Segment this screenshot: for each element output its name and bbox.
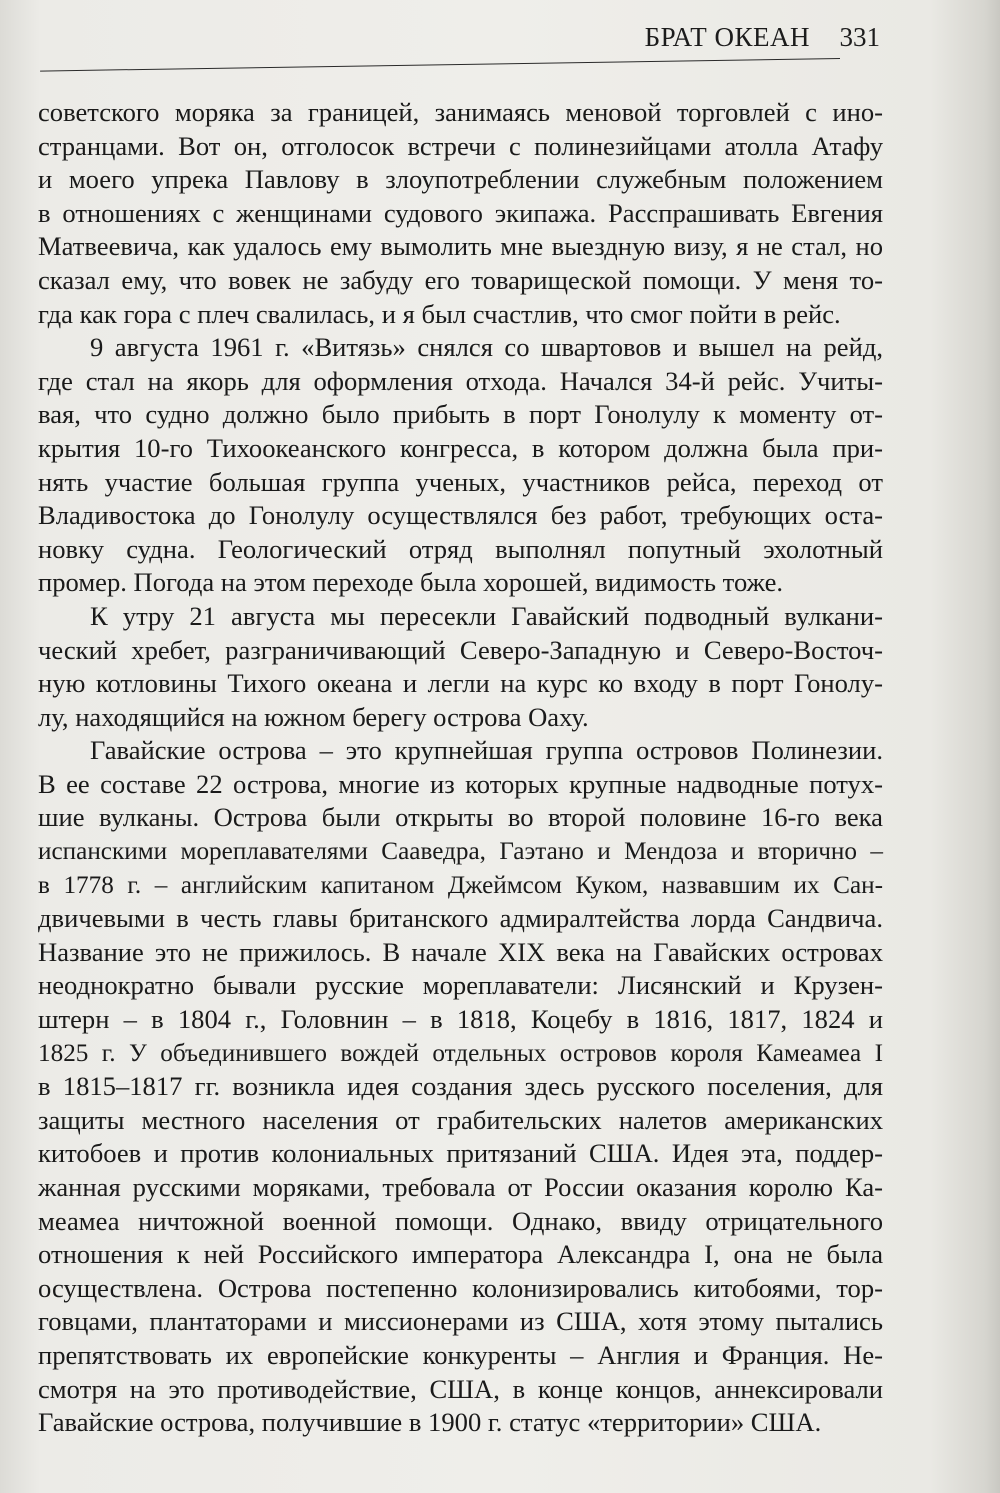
text-line: защиты местного населения от грабительских налетов американских bbox=[38, 1104, 883, 1135]
text-line: советского моряка за границей, занимаясь меновой торговлей с ино- bbox=[38, 97, 883, 127]
text-line: где стал на якорь для оформления отхода. Начался 34-й рейс. Учиты- bbox=[38, 365, 883, 396]
text-line: шие вулканы. Острова были открыты во второй половине 16-го века bbox=[38, 802, 883, 833]
text-line: промер. Погода на этом переходе была хорошей, видимость тоже. bbox=[38, 567, 784, 598]
text-line: двичевыми в честь главы британского адмиралтейства лорда Сандвича. bbox=[38, 903, 883, 934]
text-line: ческий хребет, разграничивающий Северо-Западную и Северо-Восточ- bbox=[38, 634, 883, 665]
text-line: жанная русскими моряками, требовала от России оказания королю Ка- bbox=[38, 1172, 883, 1202]
text-line: В ее составе 22 острова, многие из которых крупные надводные потух- bbox=[38, 768, 883, 799]
text-line: новку судна. Геологический отряд выполнял попутный эхолотный bbox=[38, 533, 883, 564]
text-line: странцами. Вот он, отголосок встречи с полинезийцами атолла Атафу bbox=[38, 130, 883, 161]
text-line: штерн – в 1804 г., Головнин – в 1818, Коцебу в 1816, 1817, 1824 и bbox=[38, 1004, 883, 1035]
text-line: нять участие большая группа ученых, участников рейса, переход от bbox=[38, 466, 883, 497]
text-line: сказал ему, что вовек не забуду его товарищеской помощи. У меня то- bbox=[38, 264, 883, 295]
page-number: 331 bbox=[839, 22, 880, 52]
text-line: лу, находящийся на южном берегу острова Оаху. bbox=[38, 701, 589, 732]
text-line: 9 августа 1961 г. «Витязь» снялся со швартовов и вышел на рейд, bbox=[90, 332, 883, 363]
text-line: 1825 г. У объединившего вождей отдельных островов короля Камеамеа I bbox=[38, 1039, 883, 1067]
text-line: меамеа ничтожной военной помощи. Однако, ввиду отрицательного bbox=[38, 1205, 883, 1236]
running-header-title: БРАТ ОКЕАН bbox=[644, 22, 810, 52]
text-line: препятствовать их европейские конкуренты – Англия и Франция. Не- bbox=[38, 1339, 883, 1370]
text-line: Название это не прижилось. В начале XIX века на Гавайских островах bbox=[38, 936, 883, 967]
text-line: говцами, плантаторами и миссионерами из США, хотя этому пытались bbox=[38, 1306, 883, 1337]
text-line: неоднократно бывали русские мореплаватели: Лисянский и Крузен- bbox=[38, 970, 883, 1001]
text-line: осуществлена. Острова постепенно колонизировались китобоями, тор- bbox=[38, 1272, 883, 1303]
text-line: Гавайские острова – это крупнейшая группа островов Полинезии. bbox=[90, 735, 883, 766]
text-line: отношения к ней Российского императора Александра I, она не была bbox=[38, 1239, 883, 1270]
text-line: испанскими мореплавателями Сааведра, Гаэтано и Мендоза и вторично – bbox=[38, 838, 883, 866]
text-line: Гавайские острова, получившие в 1900 г. статус «территории» США. bbox=[38, 1407, 822, 1438]
text-line: К утру 21 августа мы пересекли Гавайский подводный вулкани- bbox=[90, 600, 883, 631]
page-body-text bbox=[38, 96, 883, 1440]
text-line: и моего упрека Павлову в злоупотреблении служебным положением bbox=[38, 164, 883, 195]
header-rule bbox=[40, 58, 840, 72]
text-line: ную котловины Тихого океана и легли на курс ко входу в порт Гонолу- bbox=[38, 668, 883, 699]
running-header bbox=[40, 22, 880, 62]
text-line: Матвеевича, как удалось ему вымолить мне выездную визу, я не стал, но bbox=[38, 231, 883, 262]
text-line: китобоев и против колониальных притязаний США. Идея эта, поддер- bbox=[38, 1138, 883, 1169]
text-line: смотря на это противодействие, США, в конце концов, аннексировали bbox=[38, 1373, 883, 1404]
text-line: в отношениях с женщинами судового экипажа. Расспрашивать Евгения bbox=[38, 197, 883, 228]
text-line: в 1778 г. – английским капитаном Джеймсом Куком, назвавшим их Сан- bbox=[38, 871, 883, 899]
text-line: в 1815–1817 гг. возникла идея создания здесь русского поселения, для bbox=[38, 1071, 883, 1102]
text-line: крытия 10-го Тихоокеанского конгресса, в котором должна была при- bbox=[38, 432, 883, 463]
text-line: гда как гора с плеч свалилась, и я был счастлив, что смог пойти в рейс. bbox=[38, 298, 841, 329]
text-line: вая, что судно должно было прибыть в порт Гонолулу к моменту от- bbox=[38, 399, 883, 430]
text-line: Владивостока до Гонолулу осуществлялся без работ, требующих оста- bbox=[38, 500, 883, 531]
